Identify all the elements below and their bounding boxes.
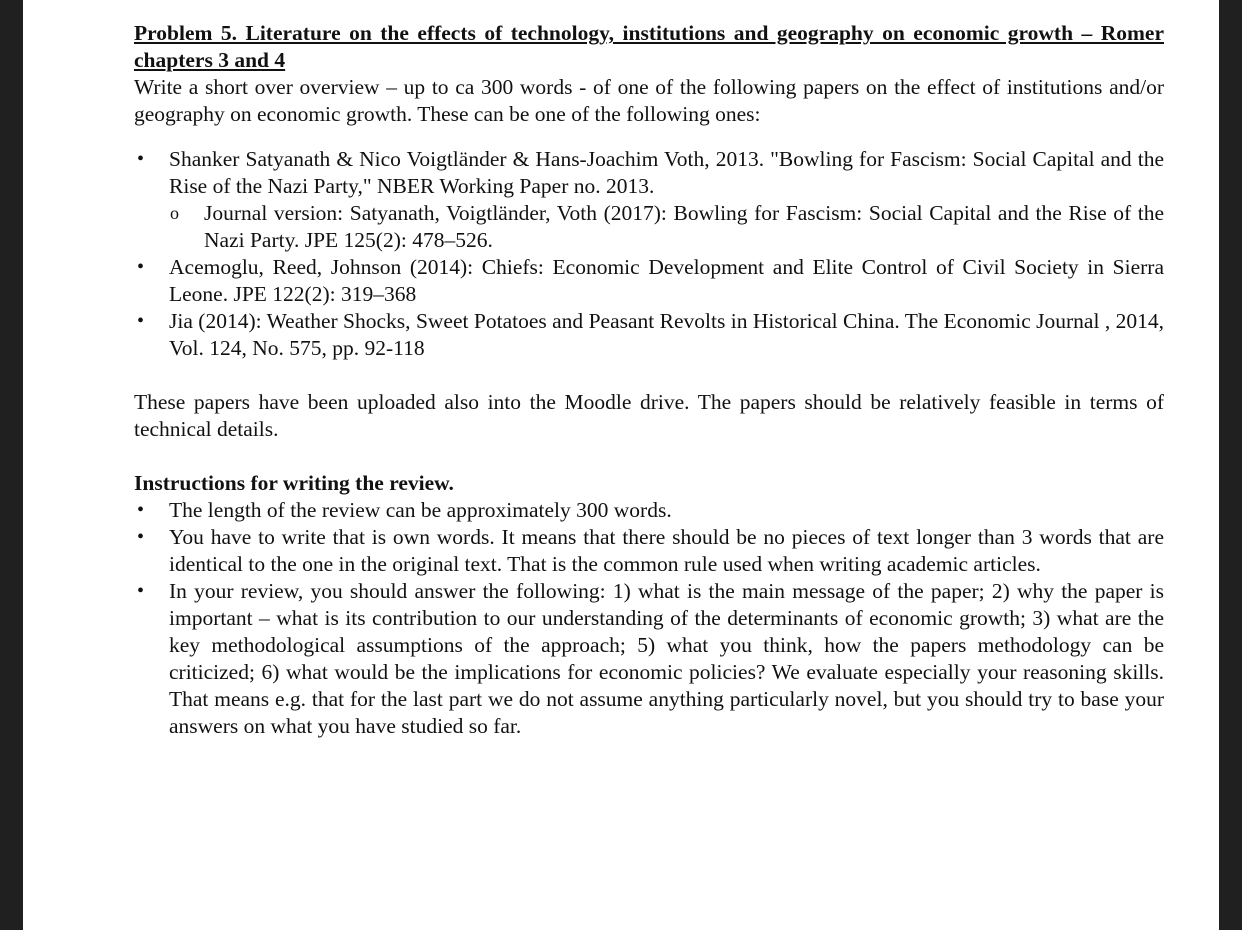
list-item — [134, 524, 1164, 578]
paper-1-journal-version: Journal version: Satyanath, Voigtländer, Voth (2017): Bowling for Fascism: Social Capital and the Rise of the Nazi Party. JPE 125(2): 478–526. — [204, 201, 1164, 252]
sub-bullet-icon: o — [170, 203, 179, 223]
document-content — [134, 20, 1164, 740]
bullet-icon: • — [137, 580, 145, 602]
paper-2-text: Acemoglu, Reed, Johnson (2014): Chiefs: Economic Development and Elite Control of Civil Society in Sierra Leone. JPE 122(2): 319–368 — [169, 255, 1164, 306]
paper-sublist — [169, 200, 1164, 254]
intro-paragraph: Write a short over overview – up to ca 300 words - of one of the following papers on the effect of institutions and/or geography on economic growth. These can be one of the following ones: — [134, 75, 1164, 126]
paper-list — [134, 146, 1164, 362]
instruction-2: You have to write that is own words. It means that there should be no pieces of text longer than 3 words that are identical to the one in the original text. That is the common rule used when writing academic articles. — [169, 525, 1164, 576]
bullet-icon: • — [137, 256, 145, 278]
bullet-icon: • — [137, 526, 145, 548]
instruction-1: The length of the review can be approximately 300 words. — [169, 498, 672, 522]
list-item — [134, 497, 1164, 524]
instructions-title: Instructions for writing the review. — [134, 471, 454, 495]
paper-1-text: Shanker Satyanath & Nico Voigtländer & Hans-Joachim Voth, 2013. "Bowling for Fascism: Social Capital and the Rise of the Nazi Party," NBER Working Paper no. 2013. — [169, 147, 1164, 198]
paper-3-text: Jia (2014): Weather Shocks, Sweet Potatoes and Peasant Revolts in Historical China. The Economic Journal , 2014, Vol. 124, No. 575, pp. 92-118 — [169, 309, 1164, 360]
document-page — [23, 0, 1219, 930]
instruction-3: In your review, you should answer the following: 1) what is the main message of the paper; 2) why the paper is important – what is its contribution to our understanding of the determinants of economic growth; 3) what are the key methodological assumptions of the approach; 5) what you think, how the papers methodology can be criticized; 6) what would be the implications for economic policies? We evaluate especially your reasoning skills. That means e.g. that for the last part we do not assume anything particularly novel, but you should try to base your answers on what you have studied so far. — [169, 579, 1164, 738]
bullet-icon: • — [137, 148, 145, 170]
bullet-icon: • — [137, 310, 145, 332]
list-item — [134, 308, 1164, 362]
problem-heading: Problem 5. Literature on the effects of technology, institutions and geography on economic growth – Romer chapters 3 and 4 — [134, 21, 1164, 72]
bullet-icon: • — [137, 499, 145, 521]
instructions-list — [134, 497, 1164, 740]
list-item — [134, 254, 1164, 308]
list-item — [134, 578, 1164, 740]
moodle-note: These papers have been uploaded also into the Moodle drive. The papers should be relatively feasible in terms of technical details. — [134, 390, 1164, 441]
list-item — [134, 146, 1164, 254]
list-item — [169, 200, 1164, 254]
